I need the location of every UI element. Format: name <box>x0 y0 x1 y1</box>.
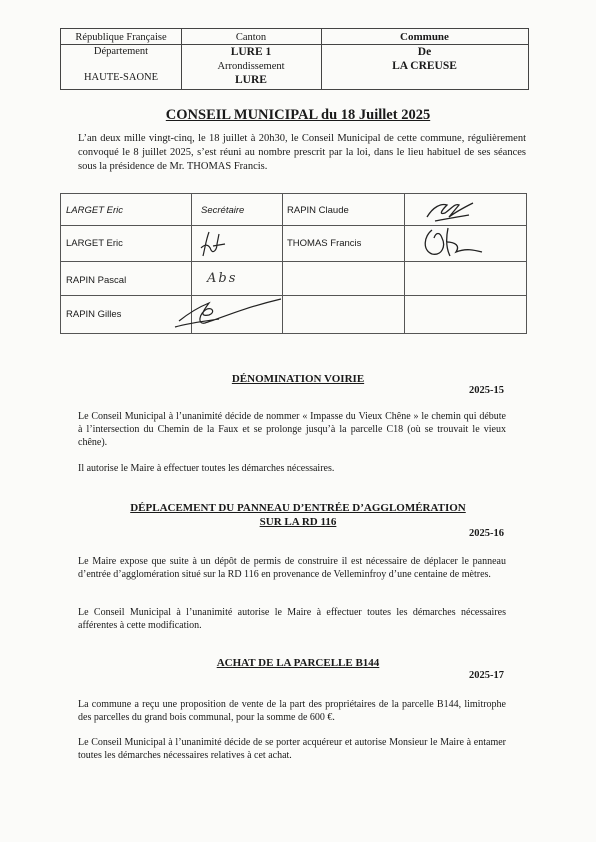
section-title: DÉPLACEMENT DU PANNEAU D’ENTRÉE D’AGGLOMÉRATION <box>130 502 466 514</box>
deliberation-number: 2025-17 <box>469 670 504 681</box>
section-paragraph: Le Conseil Municipal à l’unanimité autorise le Maire à effectuer toutes les démarches nécessaires afférentes à cette modification. <box>78 607 506 631</box>
republic-label: République Française <box>75 32 167 43</box>
header-table <box>60 28 529 90</box>
attendee-name: RAPIN Claude <box>287 205 349 216</box>
header-left-cell <box>61 29 182 89</box>
signature-larget-eric-icon <box>191 228 231 260</box>
attendee-name: LARGET Eric <box>66 205 124 216</box>
signature-rapin-claude-icon <box>421 197 481 225</box>
header-right-cell <box>321 29 528 89</box>
arrondissement-label: Arrondissement <box>217 61 285 72</box>
attendee-name: RAPIN Pascal <box>66 275 127 286</box>
intro-paragraph: L’an deux mille vingt-cinq, le 18 juillet à 20h30, le Conseil Municipal de cette commune, régulièrement convoqué le 8 juillet 2025, s’est réuni au nombre prescrit par la loi, dans le lieu habituel de ses séances sous la présidence de Mr. THOMAS Francis. <box>78 133 526 172</box>
canton-value: LURE 1 <box>230 46 272 58</box>
section-paragraph: Le Conseil Municipal à l’unanimité décide de nommer « Impasse du Vieux Chêne » le chemin qui débute à l’intersection du Chemin de la Faux et se prolonge jusqu’à la parcelle C18 (où se trouvait le vieux chêne). <box>78 411 506 448</box>
section-paragraph: La commune a reçu une proposition de vente de la part des propriétaires de la parcelle B144, limitrophe des parcelles du grand bois communal, pour la somme de 600 €. <box>78 699 506 723</box>
section-title-line2: SUR LA RD 116 <box>259 516 337 528</box>
attendee-name: THOMAS Francis <box>287 238 362 249</box>
deliberation-number: 2025-15 <box>469 385 504 396</box>
departement-label: Département <box>93 46 149 57</box>
page-title: CONSEIL MUNICIPAL du 18 Juillet 2025 <box>165 107 431 123</box>
attendee-name: LARGET Eric <box>66 238 123 249</box>
absent-note: Abs <box>207 271 238 286</box>
section-title: DÉNOMINATION VOIRIE <box>231 373 365 385</box>
deliberation-number: 2025-16 <box>469 528 504 539</box>
commune-de: De <box>417 46 432 58</box>
arrondissement-value: LURE <box>235 74 267 86</box>
signature-thomas-francis-icon <box>416 224 486 260</box>
section-paragraph: Le Maire expose que suite à un dépôt de permis de construire il est nécessaire de déplacer le panneau d’entrée d’agglomération situé sur la RD 116 en provenance de Velleminfroy d’une centaine de mètres. <box>78 556 506 580</box>
commune-label: Commune <box>400 31 449 43</box>
commune-value: LA CREUSE <box>392 60 457 72</box>
canton-label: Canton <box>235 32 267 43</box>
signature-rapin-gilles-icon <box>169 293 289 333</box>
attendee-role: Secrétaire <box>201 205 245 216</box>
header-middle-cell <box>181 29 322 89</box>
section-paragraph: Le Conseil Municipal à l’unanimité décide de se porter acquéreur et autorise Monsieur le Maire à entamer toutes les démarches nécessaires relatives à cet achat. <box>78 737 506 761</box>
attendee-name: RAPIN Gilles <box>66 309 122 320</box>
section-paragraph: Il autorise le Maire à effectuer toutes les démarches nécessaires. <box>78 463 335 474</box>
departement-value: HAUTE-SAONE <box>83 72 159 83</box>
attendance-table <box>60 193 527 334</box>
section-title: ACHAT DE LA PARCELLE B144 <box>216 657 380 669</box>
